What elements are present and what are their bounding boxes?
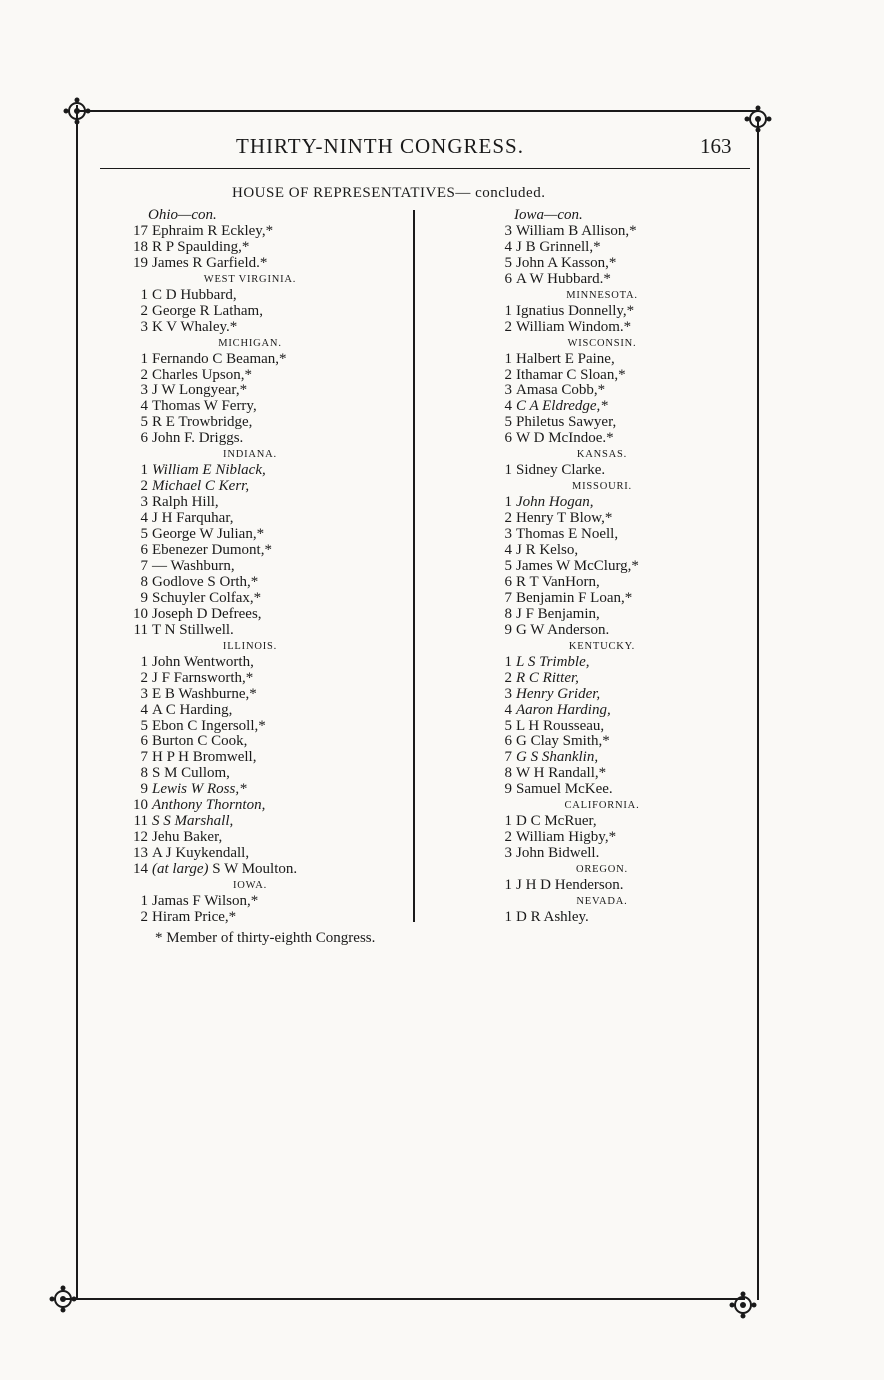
member-name: Thomas E Noell, (516, 526, 619, 543)
state-heading: MINNESOTA. (566, 289, 638, 301)
district-number: 19 (133, 254, 148, 271)
member-entry (120, 431, 410, 447)
district-number: 9 (140, 781, 148, 798)
member-entry (492, 559, 722, 575)
member-entry (120, 830, 410, 846)
member-name: John Bidwell. (516, 845, 600, 862)
state-heading: OREGON. (576, 864, 628, 876)
member-entry (492, 495, 722, 511)
member-name: Aaron Harding, (516, 701, 611, 718)
district-number: 8 (140, 765, 148, 782)
member-entry (120, 910, 410, 926)
member-entry (120, 288, 410, 304)
member-entry (492, 240, 722, 256)
member-name: J F Farnsworth,* (152, 669, 254, 686)
member-entry (120, 479, 410, 495)
corner-ornament-icon (743, 104, 773, 134)
member-entry (492, 671, 722, 687)
member-entry (492, 655, 722, 671)
district-number: 4 (504, 542, 512, 559)
member-entry (492, 750, 722, 766)
border-bottom (62, 1298, 745, 1300)
district-number: 3 (504, 526, 512, 543)
member-name: Hiram Price,* (152, 908, 237, 925)
district-number: 10 (133, 797, 148, 814)
district-number: 1 (504, 813, 512, 830)
member-entry (120, 224, 410, 240)
district-number: 3 (504, 685, 512, 702)
district-number: 1 (504, 908, 512, 925)
left-column (120, 208, 410, 926)
state-heading: WISCONSIN. (567, 337, 637, 349)
member-entry (120, 591, 410, 607)
member-name: Michael C Kerr, (152, 478, 250, 495)
member-entry (492, 782, 722, 798)
district-number: 10 (133, 605, 148, 622)
district-number: 3 (140, 318, 148, 335)
member-entry (492, 224, 722, 240)
member-entry (492, 527, 722, 543)
member-name: George R Latham, (152, 302, 263, 319)
member-entry (492, 703, 722, 719)
member-entry (492, 591, 722, 607)
member-entry (492, 878, 722, 894)
member-name: W H Randall,* (516, 765, 607, 782)
member-name: Godlove S Orth,* (152, 573, 259, 590)
member-name: D C McRuer, (516, 813, 597, 830)
member-entry (120, 894, 410, 910)
member-entry (120, 623, 410, 639)
member-name: C D Hubbard, (152, 286, 237, 303)
page-title: THIRTY-NINTH CONGRESS. (236, 134, 524, 158)
district-number: 6 (504, 430, 512, 447)
member-entry (120, 527, 410, 543)
district-number: 4 (140, 701, 148, 718)
member-entry (492, 256, 722, 272)
member-entry (492, 910, 722, 926)
member-entry (120, 671, 410, 687)
district-number: 6 (504, 573, 512, 590)
district-number: 1 (140, 350, 148, 367)
member-name: Jamas F Wilson,* (152, 892, 259, 909)
district-number: 3 (140, 494, 148, 511)
member-entry (492, 304, 722, 320)
member-entry (120, 368, 410, 384)
member-entry (492, 415, 722, 431)
column-divider (413, 210, 415, 922)
member-entry (120, 240, 410, 256)
member-name: Ebenezer Dumont,* (152, 542, 272, 559)
member-entry (492, 575, 722, 591)
member-entry (120, 463, 410, 479)
district-number: 6 (140, 542, 148, 559)
member-name: Samuel McKee. (516, 781, 613, 798)
member-name: Ebon C Ingersoll,* (152, 717, 266, 734)
member-entry (492, 511, 722, 527)
district-number: 2 (504, 510, 512, 527)
district-number: 1 (140, 462, 148, 479)
member-name: John F. Driggs. (152, 430, 244, 447)
member-entry (120, 750, 410, 766)
member-name: J H Farquhar, (152, 510, 234, 527)
member-name: — Washburn, (152, 557, 235, 574)
right-column (492, 208, 722, 926)
district-number: 12 (133, 829, 148, 846)
district-number: 6 (504, 733, 512, 750)
district-number: 7 (140, 749, 148, 766)
member-name: E B Washburne,* (152, 685, 257, 702)
member-name: Joseph D Defrees, (152, 605, 262, 622)
state-heading: WEST VIRGINIA. (203, 273, 297, 285)
district-number: 3 (504, 382, 512, 399)
state-heading: NEVADA. (576, 895, 628, 907)
district-number: 2 (504, 669, 512, 686)
district-number: 4 (140, 398, 148, 415)
district-number: 1 (504, 877, 512, 894)
member-name: George W Julian,* (152, 526, 265, 543)
member-name: William Windom.* (516, 318, 632, 335)
member-name: L H Rousseau, (516, 717, 605, 734)
member-name: J H D Henderson. (516, 877, 624, 894)
corner-ornament-icon (62, 96, 92, 126)
member-entry (492, 846, 722, 862)
border-right (757, 120, 759, 1300)
at-large-note: (at large) (152, 861, 209, 878)
member-entry (492, 399, 722, 415)
member-name: Ralph Hill, (152, 494, 219, 511)
member-name: Lewis W Ross,* (152, 781, 247, 798)
member-entry (120, 495, 410, 511)
member-entry (120, 256, 410, 272)
member-entry (120, 734, 410, 750)
member-entry (492, 352, 722, 368)
member-entry (492, 687, 722, 703)
district-number: 9 (140, 589, 148, 606)
district-number: 6 (140, 733, 148, 750)
state-heading: MICHIGAN. (218, 337, 282, 349)
member-name: Benjamin F Loan,* (516, 589, 633, 606)
district-number: 1 (140, 892, 148, 909)
district-number: 8 (140, 573, 148, 590)
member-entry (120, 846, 410, 862)
border-left (76, 105, 78, 1300)
member-entry (120, 798, 410, 814)
state-heading: MISSOURI. (571, 481, 632, 493)
district-number: 4 (140, 510, 148, 527)
member-name: J R Kelso, (516, 542, 579, 559)
member-name: Halbert E Paine, (516, 350, 615, 367)
member-name: K V Whaley.* (152, 318, 238, 335)
district-number: 2 (140, 302, 148, 319)
member-name: William Higby,* (516, 829, 617, 846)
district-number: 6 (504, 270, 512, 287)
member-name: S W Moulton. (208, 861, 298, 878)
member-name: Philetus Sawyer, (516, 414, 617, 431)
state-heading: KENTUCKY. (568, 640, 636, 652)
member-entry (120, 399, 410, 415)
corner-ornament-icon (48, 1284, 78, 1314)
member-entry (120, 559, 410, 575)
member-name: James R Garfield.* (152, 254, 268, 271)
member-entry (492, 272, 722, 288)
member-name: Schuyler Colfax,* (152, 589, 262, 606)
member-name: R T VanHorn, (516, 573, 600, 590)
district-number: 1 (504, 350, 512, 367)
district-number: 5 (504, 557, 512, 574)
district-number: 4 (504, 238, 512, 255)
member-name: John Hogan, (516, 494, 594, 511)
district-number: 9 (504, 781, 512, 798)
district-number: 3 (504, 845, 512, 862)
member-name: Amasa Cobb,* (516, 382, 606, 399)
member-entry (492, 431, 722, 447)
district-number: 8 (504, 765, 512, 782)
district-number: 13 (133, 845, 148, 862)
member-name: James W McClurg,* (516, 557, 639, 574)
member-name: S S Marshall, (152, 813, 234, 830)
district-number: 5 (504, 717, 512, 734)
member-name: R C Ritter, (516, 669, 579, 686)
continued-heading: Ohio—con. (148, 207, 217, 223)
district-number: 5 (140, 414, 148, 431)
member-entry (120, 766, 410, 782)
member-name: D R Ashley. (516, 908, 589, 925)
member-name: J B Grinnell,* (516, 238, 601, 255)
member-name: Henry Grider, (516, 685, 601, 702)
member-entry (492, 623, 722, 639)
member-entry (120, 719, 410, 735)
member-entry (120, 862, 410, 878)
member-entry (120, 575, 410, 591)
member-name: J W Longyear,* (152, 382, 248, 399)
member-name: Anthony Thornton, (152, 797, 266, 814)
member-name: Ignatius Donnelly,* (516, 302, 635, 319)
member-entry (120, 655, 410, 671)
district-number: 3 (140, 382, 148, 399)
district-number: 1 (504, 462, 512, 479)
member-entry (492, 734, 722, 750)
member-name: Sidney Clarke. (516, 462, 606, 479)
member-entry (120, 703, 410, 719)
district-number: 3 (504, 222, 512, 239)
district-number: 17 (133, 222, 148, 239)
district-number: 2 (140, 669, 148, 686)
member-name: G Clay Smith,* (516, 733, 610, 750)
member-entry (492, 543, 722, 559)
member-entry (120, 607, 410, 623)
district-number: 1 (504, 494, 512, 511)
member-entry (120, 543, 410, 559)
member-entry (120, 383, 410, 399)
member-name: A J Kuykendall, (152, 845, 250, 862)
member-entry (120, 352, 410, 368)
member-name: John A Kasson,* (516, 254, 617, 271)
header-rule (100, 168, 750, 169)
member-entry (120, 320, 410, 336)
district-number: 8 (504, 605, 512, 622)
member-name: Fernando C Beaman,* (152, 350, 287, 367)
member-entry (492, 766, 722, 782)
district-number: 5 (140, 717, 148, 734)
member-entry (120, 782, 410, 798)
member-name: J F Benjamin, (516, 605, 600, 622)
member-name: G S Shanklin, (516, 749, 599, 766)
state-heading: ILLINOIS. (222, 640, 278, 652)
member-name: Jehu Baker, (152, 829, 223, 846)
district-number: 18 (133, 238, 148, 255)
member-entry (120, 304, 410, 320)
page-number: 163 (700, 134, 732, 158)
member-name: John Wentworth, (152, 653, 254, 670)
member-entry (120, 687, 410, 703)
member-name: Ephraim R Eckley,* (152, 222, 274, 239)
district-number: 6 (140, 430, 148, 447)
member-name: A C Harding, (152, 701, 233, 718)
member-entry (120, 511, 410, 527)
member-name: Thomas W Ferry, (152, 398, 257, 415)
district-number: 4 (504, 701, 512, 718)
member-entry (492, 719, 722, 735)
member-name: R E Trowbridge, (152, 414, 253, 431)
district-number: 4 (504, 398, 512, 415)
district-number: 2 (140, 908, 148, 925)
footnote: * Member of thirty-eighth Congress. (155, 930, 376, 946)
border-top (76, 110, 759, 112)
member-entry (492, 463, 722, 479)
member-name: Ithamar C Sloan,* (516, 366, 626, 383)
district-number: 5 (504, 254, 512, 271)
member-entry (492, 368, 722, 384)
member-name: Henry T Blow,* (516, 510, 613, 527)
district-number: 11 (133, 813, 148, 830)
district-number: 2 (504, 829, 512, 846)
member-name: H P H Bromwell, (152, 749, 257, 766)
district-number: 2 (140, 366, 148, 383)
member-entry (492, 607, 722, 623)
district-number: 1 (140, 286, 148, 303)
member-name: R P Spaulding,* (152, 238, 250, 255)
district-number: 1 (504, 302, 512, 319)
district-number: 1 (140, 653, 148, 670)
state-heading: KANSAS. (576, 449, 628, 461)
member-name: L S Trimble, (516, 653, 590, 670)
district-number: 7 (504, 589, 512, 606)
state-heading: INDIANA. (223, 449, 277, 461)
district-number: 5 (504, 414, 512, 431)
member-name: William B Allison,* (516, 222, 637, 239)
district-number: 7 (504, 749, 512, 766)
district-number: 2 (140, 478, 148, 495)
member-entry (492, 383, 722, 399)
member-name: S M Cullom, (152, 765, 230, 782)
corner-ornament-icon (728, 1290, 758, 1320)
member-name: G W Anderson. (516, 621, 610, 638)
member-name: C A Eldredge,* (516, 398, 608, 415)
state-heading: CALIFORNIA. (564, 800, 640, 812)
member-entry (120, 415, 410, 431)
state-heading: IOWA. (232, 880, 268, 892)
member-entry (492, 830, 722, 846)
district-number: 7 (140, 557, 148, 574)
section-title: HOUSE OF REPRESENTATIVES— concluded. (232, 185, 546, 201)
member-name: Burton C Cook, (152, 733, 248, 750)
district-number: 1 (504, 653, 512, 670)
member-name: William E Niblack, (152, 462, 266, 479)
district-number: 2 (504, 318, 512, 335)
member-name: T N Stillwell. (152, 621, 234, 638)
district-number: 5 (140, 526, 148, 543)
district-number: 2 (504, 366, 512, 383)
member-name: A W Hubbard.* (516, 270, 611, 287)
continued-heading: Iowa—con. (514, 207, 583, 223)
district-number: 3 (140, 685, 148, 702)
district-number: 11 (133, 621, 148, 638)
member-entry (492, 814, 722, 830)
district-number: 9 (504, 621, 512, 638)
member-entry (492, 320, 722, 336)
member-name: Charles Upson,* (152, 366, 252, 383)
member-name: W D McIndoe.* (516, 430, 614, 447)
member-entry (120, 814, 410, 830)
district-number: 14 (133, 861, 148, 878)
